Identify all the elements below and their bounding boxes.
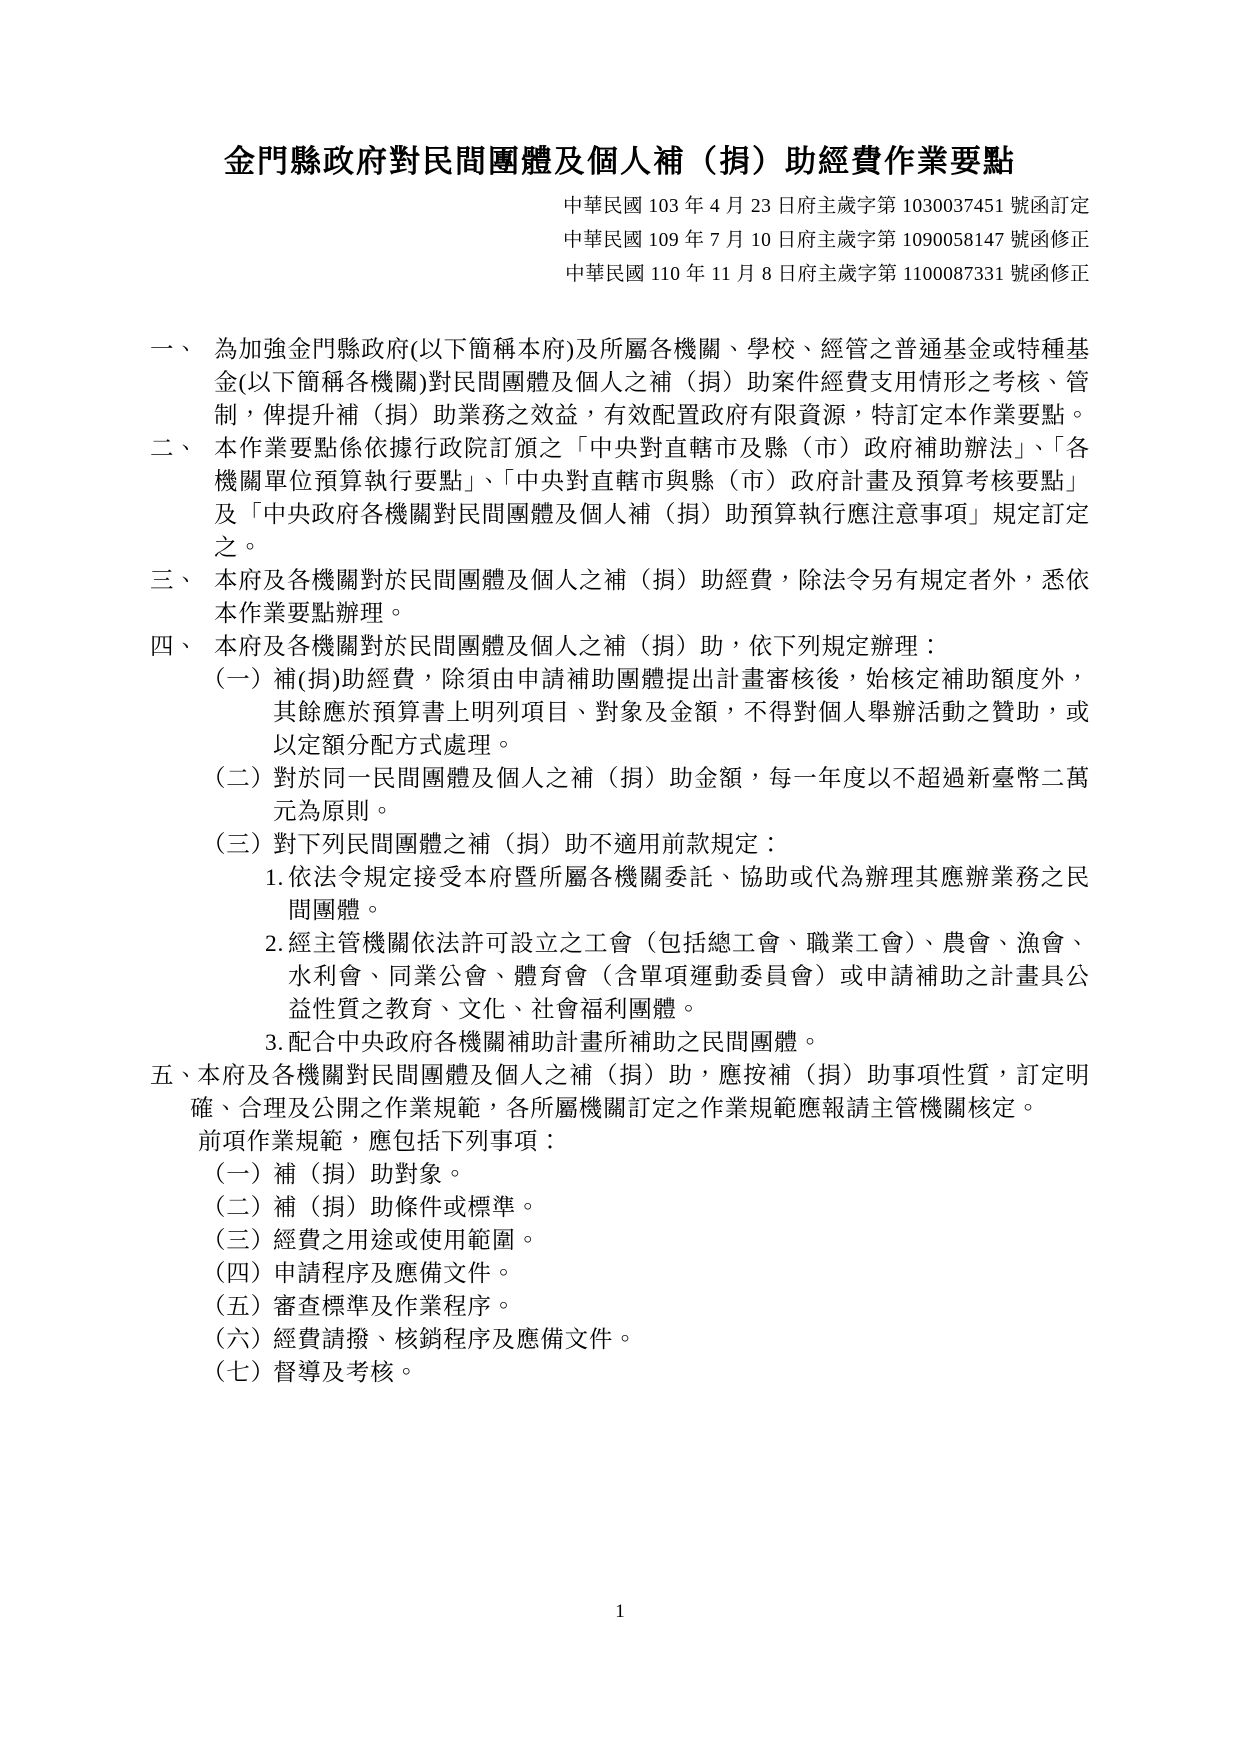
body-line [150, 796, 1090, 829]
page-title: 金門縣政府對民間團體及個人補（捐）助經費作業要點 [224, 144, 1016, 179]
line-label: 一、 [150, 337, 199, 363]
body-line [150, 466, 1090, 499]
body-line [150, 631, 1090, 664]
body-line [150, 994, 1090, 1027]
line-text: 經主管機關依法許可設立之工會（包括總工會、職業工會）、農會、漁會、 [288, 931, 1090, 957]
line-text: 督導及考核。 [273, 1360, 419, 1386]
line-text: 制，俾提升補（捐）助業務之效益，有效配置政府有限資源，特訂定本作業要點。 [214, 403, 1090, 429]
line-text: 經費之用途或使用範圍。 [273, 1228, 541, 1254]
body-line [150, 1159, 1090, 1192]
line-text: 對下列民間團體之補（捐）助不適用前款規定： [273, 832, 784, 858]
body-line [150, 598, 1090, 631]
body-line [150, 1027, 1090, 1060]
body-line [150, 1258, 1090, 1291]
line-text: 配合中央政府各機關補助計畫所補助之民間團體。 [288, 1030, 823, 1056]
document-body [150, 334, 1090, 1390]
line-text: 申請程序及應備文件。 [273, 1261, 516, 1287]
body-line [150, 1357, 1090, 1390]
line-text: 本作業要點係依據行政院訂頒之「中央對直轄市及縣（市）政府補助辦法」、「各 [214, 436, 1090, 462]
revision-line: 中華民國 110 年 11 月 8 日府主歲字第 1100087331 號函修正 [565, 264, 1090, 285]
line-text: 本府及各機關對於民間團體及個人之補（捐）助，依下列規定辦理： [214, 634, 943, 660]
line-label: （五） [202, 1294, 275, 1320]
body-line [150, 895, 1090, 928]
line-text: 為加強金門縣政府(以下簡稱本府)及所屬各機關、學校、經管之普通基金或特種基 [214, 337, 1090, 363]
revision-line: 中華民國 109 年 7 月 10 日府主歲字第 1090058147 號函修正 [562, 230, 1090, 251]
line-text: 及「中央政府各機關對民間團體及個人補（捐）助預算執行應注意事項」規定訂定 [214, 502, 1090, 528]
line-label: （二） [202, 1195, 275, 1221]
body-line [150, 1126, 1090, 1159]
line-text: 以定額分配方式處理。 [273, 733, 516, 759]
line-label: （七） [202, 1360, 275, 1386]
body-line [150, 697, 1090, 730]
body-line [150, 664, 1090, 697]
line-text: 前項作業規範，應包括下列事項： [198, 1129, 563, 1155]
body-line [150, 1225, 1090, 1258]
document-content [150, 0, 1090, 1390]
line-text: 補(捐)助經費，除須由申請補助團體提出計畫審核後，始核定補助額度外， [273, 667, 1090, 693]
line-label: （三） [202, 1228, 275, 1254]
line-label: （一） [202, 667, 275, 693]
body-line [150, 367, 1090, 400]
line-label: 1. [265, 865, 285, 891]
line-text: 益性質之教育、文化、社會福利團體。 [288, 997, 702, 1023]
line-text: 本作業要點辦理。 [214, 601, 409, 627]
body-line [150, 961, 1090, 994]
body-line [150, 1324, 1090, 1357]
line-text: 經費請撥、核銷程序及應備文件。 [273, 1327, 638, 1353]
page-number: 1 [615, 1601, 625, 1622]
line-text: 補（捐）助條件或標準。 [273, 1195, 541, 1221]
body-line [150, 1192, 1090, 1225]
line-label: 2. [265, 931, 285, 957]
line-text: 對於同一民間團體及個人之補（捐）助金額，每一年度以不超過新臺幣二萬 [273, 766, 1090, 792]
line-label: 三、 [150, 568, 199, 594]
line-text: 依法令規定接受本府暨所屬各機關委託、協助或代為辦理其應辦業務之民 [288, 865, 1090, 891]
line-text: 本府及各機關對於民間團體及個人之補（捐）助經費，除法令另有規定者外，悉依 [214, 568, 1090, 594]
body-line [150, 928, 1090, 961]
line-text: 機關單位預算執行要點」、「中央對直轄市與縣（市）政府計畫及預算考核要點」 [214, 469, 1090, 495]
line-label: （一） [202, 1162, 275, 1188]
line-text: 金(以下簡稱各機關)對民間團體及個人之補（捐）助案件經費支用情形之考核、管 [214, 370, 1090, 396]
body-line [150, 862, 1090, 895]
line-text: 水利會、同業公會、體育會（含單項運動委員會）或申請補助之計畫具公 [288, 964, 1090, 990]
revision-history [150, 190, 1090, 292]
body-line [150, 730, 1090, 763]
line-text: 其餘應於預算書上明列項目、對象及金額，不得對個人舉辦活動之贊助，或 [273, 700, 1090, 726]
body-line [150, 1060, 1090, 1093]
line-label: 五、 [150, 1063, 199, 1089]
line-label: （四） [202, 1261, 275, 1287]
body-line [150, 565, 1090, 598]
body-line [150, 763, 1090, 796]
line-text: 審查標準及作業程序。 [273, 1294, 516, 1320]
line-text: 元為原則。 [273, 799, 395, 825]
body-line [150, 499, 1090, 532]
revision-line: 中華民國 103 年 4 月 23 日府主歲字第 1030037451 號函訂定 [562, 196, 1090, 217]
line-text: 本府及各機關對民間團體及個人之補（捐）助，應按補（捐）助事項性質，訂定明 [197, 1063, 1090, 1089]
body-line [150, 433, 1090, 466]
line-text: 之。 [214, 535, 263, 561]
line-text: 間團體。 [288, 898, 386, 924]
line-label: 二、 [150, 436, 199, 462]
body-line [150, 1291, 1090, 1324]
line-text: 確、合理及公開之作業規範，各所屬機關訂定之作業規範應報請主管機關核定。 [190, 1096, 1041, 1122]
body-line [150, 400, 1090, 433]
body-line [150, 829, 1090, 862]
body-line [150, 1093, 1090, 1126]
body-line [150, 532, 1090, 565]
line-label: 四、 [150, 634, 199, 660]
line-text: 補（捐）助對象。 [273, 1162, 468, 1188]
line-label: （二） [202, 766, 275, 792]
line-label: 3. [265, 1030, 285, 1056]
line-label: （三） [202, 832, 275, 858]
body-line [150, 334, 1090, 367]
line-label: （六） [202, 1327, 275, 1353]
